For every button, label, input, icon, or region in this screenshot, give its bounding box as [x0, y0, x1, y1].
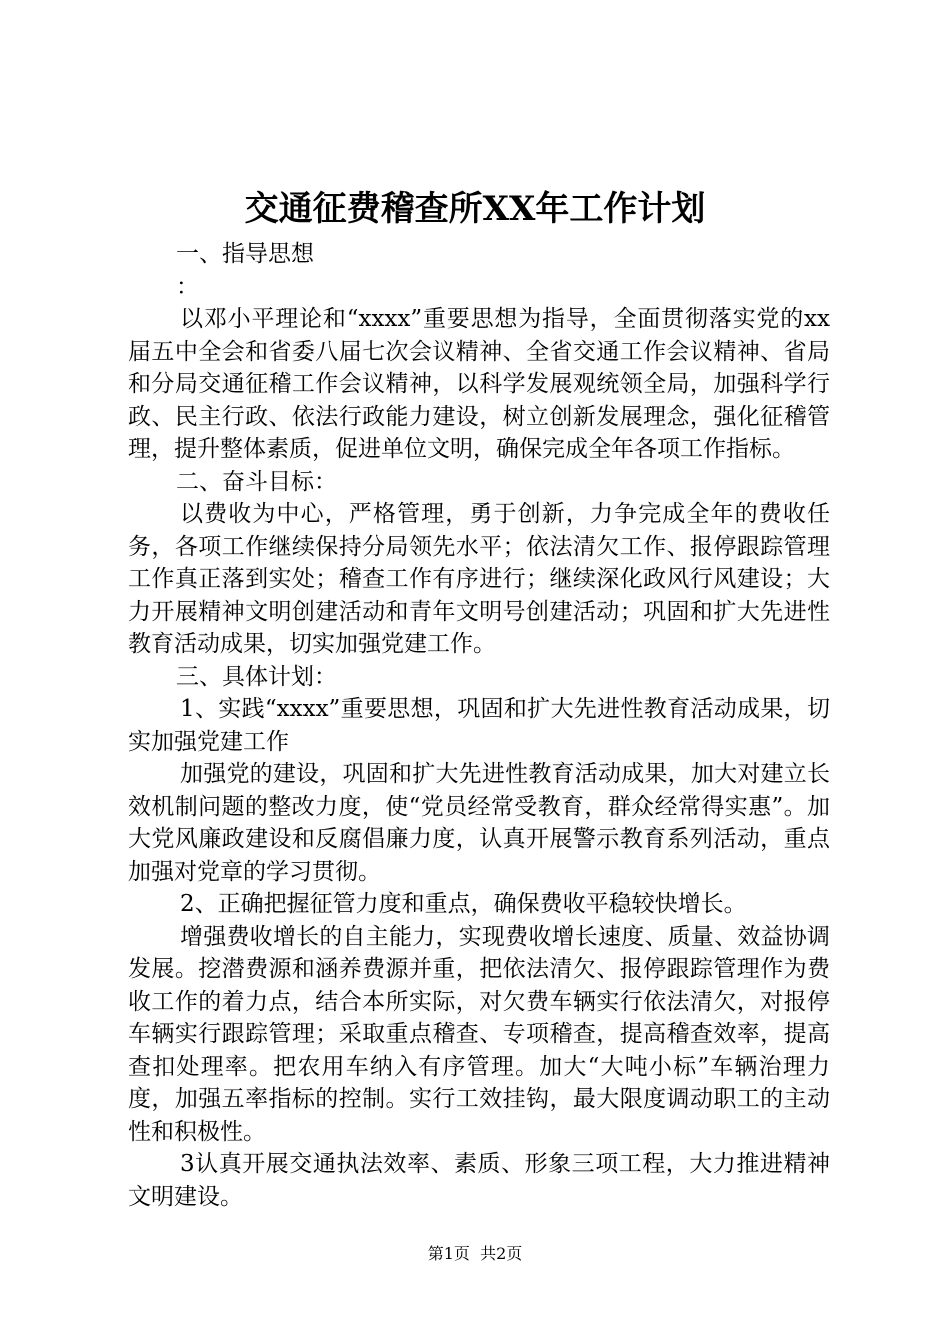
plan-item-2-title: 2、正确把握征管力度和重点，确保费收平稳较快增长。 [180, 891, 747, 917]
heading-colon: ： [176, 273, 199, 300]
page-footer [0, 1243, 950, 1265]
plan-item-2-body: 增强费收增长的自主能力，实现费收增长速度、质量、效益协调发展。挖潜费源和涵养费源并重，把依法清欠、报停跟踪管理作为费收工作的着力点，结合本所实际，对欠费车辆实行依法清欠，对报停车辆实行跟踪管理；采取重点稽查、专项稽查，提高稽查效率，提高查扣处理率。把农用车纳入有序管理。加大“大吨小标”车辆治理力度，加强五率指标的控制。实行工效挂钩，最大限度调动职工的主动性和积极性。 [128, 923, 830, 1145]
heading-guiding-ideology: 一、指导思想 [176, 241, 314, 267]
paragraph-guiding-ideology: 以邓小平理论和“xxxx”重要思想为指导，全面贯彻落实党的xx届五中全会和省委八届七次会议精神、全省交通工作会议精神、省局和分局交通征稽工作会议精神，以科学发展观统领全局，加强科学行政、民主行政、依法行政能力建设，树立创新发展理念，强化征稽管理，提升整体素质，促进单位文明，确保完成全年各项工作指标。 [128, 306, 830, 462]
plan-item-3-title: 3认真开展交通执法效率、素质、形象三项工程，大力推进精神文明建设。 [128, 1151, 830, 1210]
heading-specific-plan: 三、具体计划： [176, 663, 337, 690]
plan-item-1-title: 1、实践“xxxx”重要思想，巩固和扩大先进性教育活动成果，切实加强党建工作 [128, 696, 830, 755]
plan-item-1-body: 加强党的建设，巩固和扩大先进性教育活动成果，加大对建立长效机制问题的整改力度，使“党员经常受教育，群众经常得实惠”。加大党风廉政建设和反腐倡廉力度，认真开展警示教育系列活动，重点加强对党章的学习贯彻。 [128, 761, 830, 885]
document-body [128, 238, 830, 1213]
paragraph-goals: 以费收为中心，严格管理，勇于创新，力争完成全年的费收任务，各项工作继续保持分局领先水平；依法清欠工作、报停跟踪管理工作真正落到实处；稽查工作有序进行；继续深化政风行风建设；大力开展精神文明创建活动和青年文明号创建活动；巩固和扩大先进性教育活动成果，切实加强党建工作。 [128, 501, 830, 657]
page-number-label: 第1页 共2页 [427, 1244, 523, 1263]
heading-goals: 二、奋斗目标： [176, 468, 337, 495]
document-title: 交通征费稽查所XX年工作计划 [244, 189, 706, 229]
